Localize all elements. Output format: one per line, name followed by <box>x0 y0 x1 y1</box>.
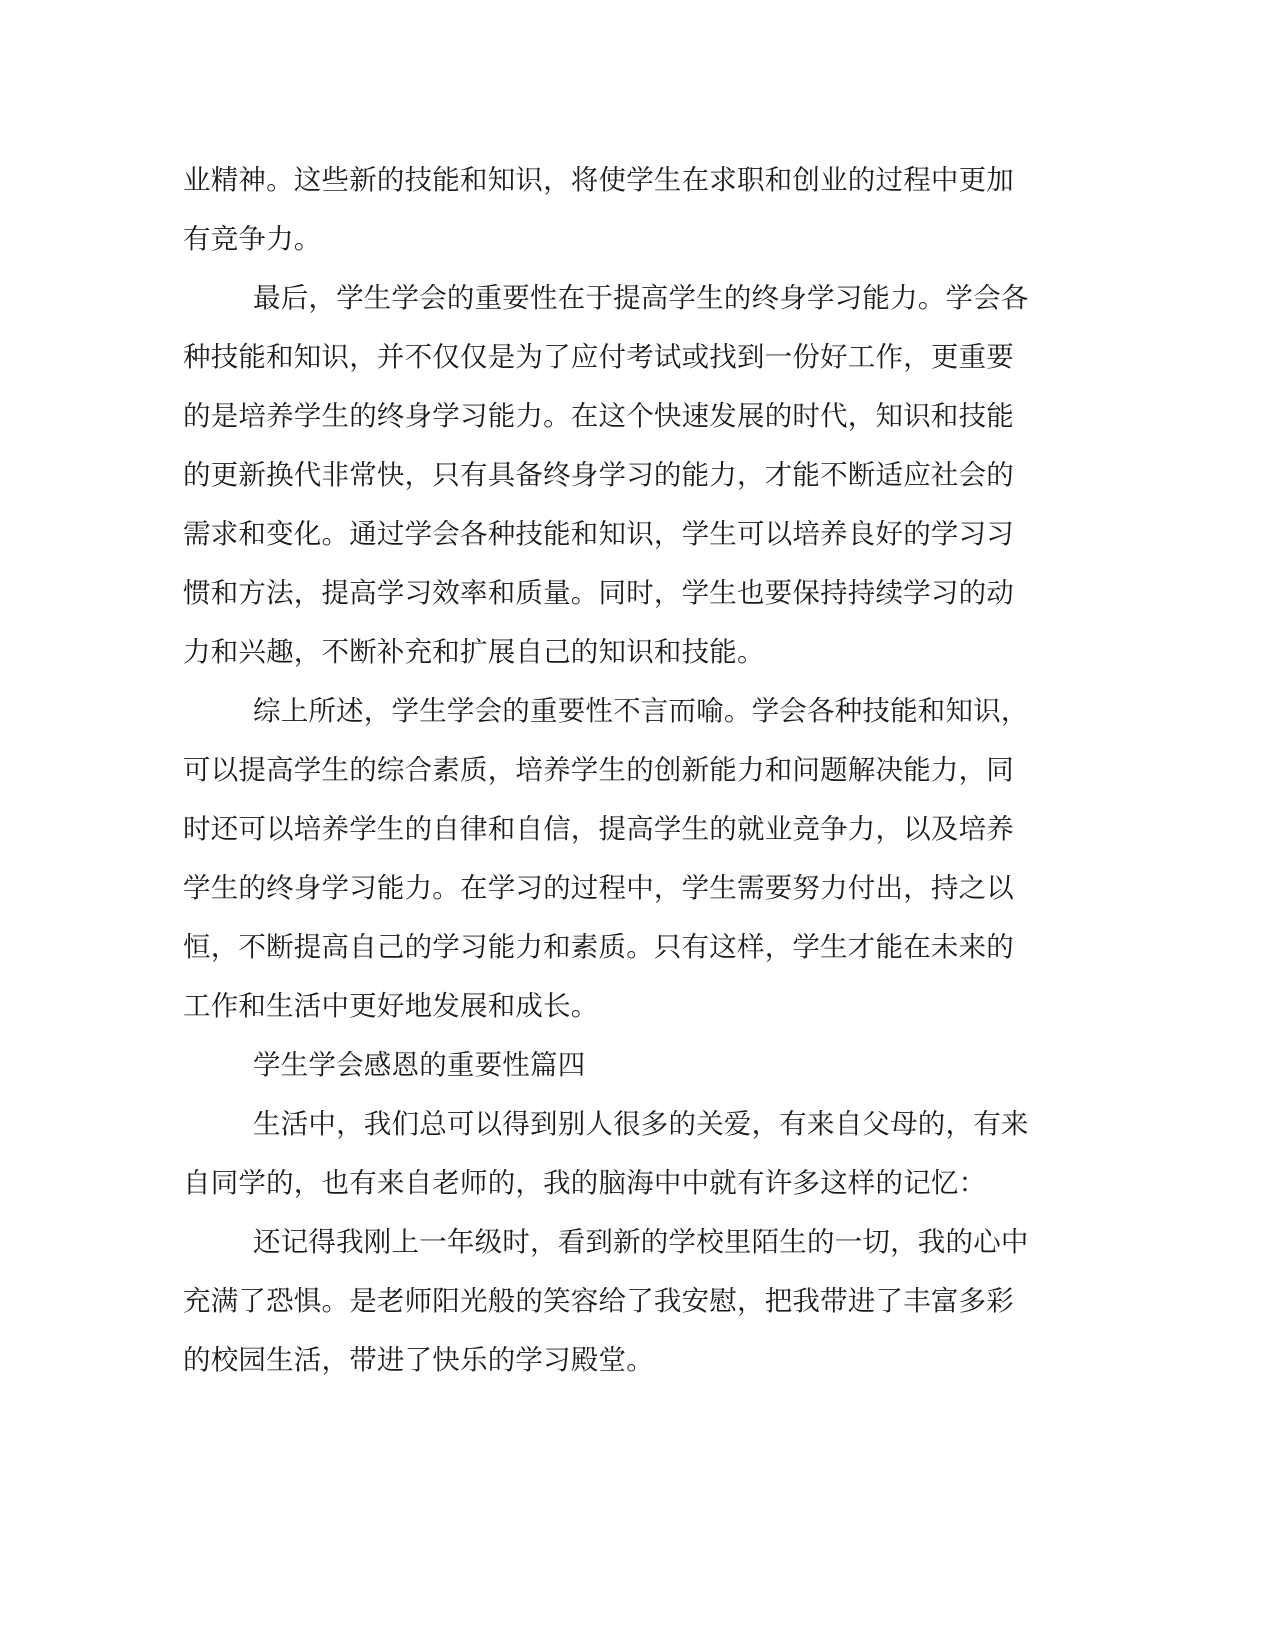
text-line: 可以提高学生的综合素质，培养学生的创新能力和问题解决能力，同 <box>183 754 1014 786</box>
text-line: 的校园生活，带进了快乐的学习殿堂。 <box>183 1344 654 1376</box>
text-line: 种技能和知识，并不仅仅是为了应付考试或找到一份好工作，更重要 <box>183 341 1014 373</box>
text-line: 的更新换代非常快，只有具备终身学习的能力，才能不断适应社会的 <box>183 459 1014 491</box>
text-line: 有竞争力。 <box>183 223 322 255</box>
paragraph-start-line: 最后，学生学会的重要性在于提高学生的终身学习能力。学会各 <box>253 282 1029 314</box>
text-line: 恒，不断提高自己的学习能力和素质。只有这样，学生才能在未来的 <box>183 931 1014 963</box>
text-line: 工作和生活中更好地发展和成长。 <box>183 990 599 1022</box>
text-line: 力和兴趣，不断补充和扩展自己的知识和技能。 <box>183 636 765 668</box>
paragraph-start-line: 还记得我刚上一年级时，看到新的学校里陌生的一切，我的心中 <box>253 1226 1029 1258</box>
text-line: 的是培养学生的终身学习能力。在这个快速发展的时代，知识和技能 <box>183 400 1014 432</box>
text-line: 充满了恐惧。是老师阳光般的笑容给了我安慰，把我带进了丰富多彩 <box>183 1285 1014 1317</box>
text-line: 自同学的，也有来自老师的，我的脑海中中就有许多这样的记忆： <box>183 1167 987 1199</box>
text-line: 惯和方法，提高学习效率和质量。同时，学生也要保持持续学习的动 <box>183 577 1014 609</box>
text-line: 需求和变化。通过学会各种技能和知识，学生可以培养良好的学习习 <box>183 518 1014 550</box>
text-line: 学生的终身学习能力。在学习的过程中，学生需要努力付出，持之以 <box>183 872 1014 904</box>
section-heading: 学生学会感恩的重要性篇四 <box>253 1049 586 1081</box>
paragraph-start-line: 综上所述，学生学会的重要性不言而喻。学会各种技能和知识， <box>253 695 1029 727</box>
paragraph-start-line: 生活中，我们总可以得到别人很多的关爱，有来自父母的，有来 <box>253 1108 1029 1140</box>
text-line: 业精神。这些新的技能和知识，将使学生在求职和创业的过程中更加 <box>183 164 1014 196</box>
text-line: 时还可以培养学生的自律和自信，提高学生的就业竞争力，以及培养 <box>183 813 1014 845</box>
